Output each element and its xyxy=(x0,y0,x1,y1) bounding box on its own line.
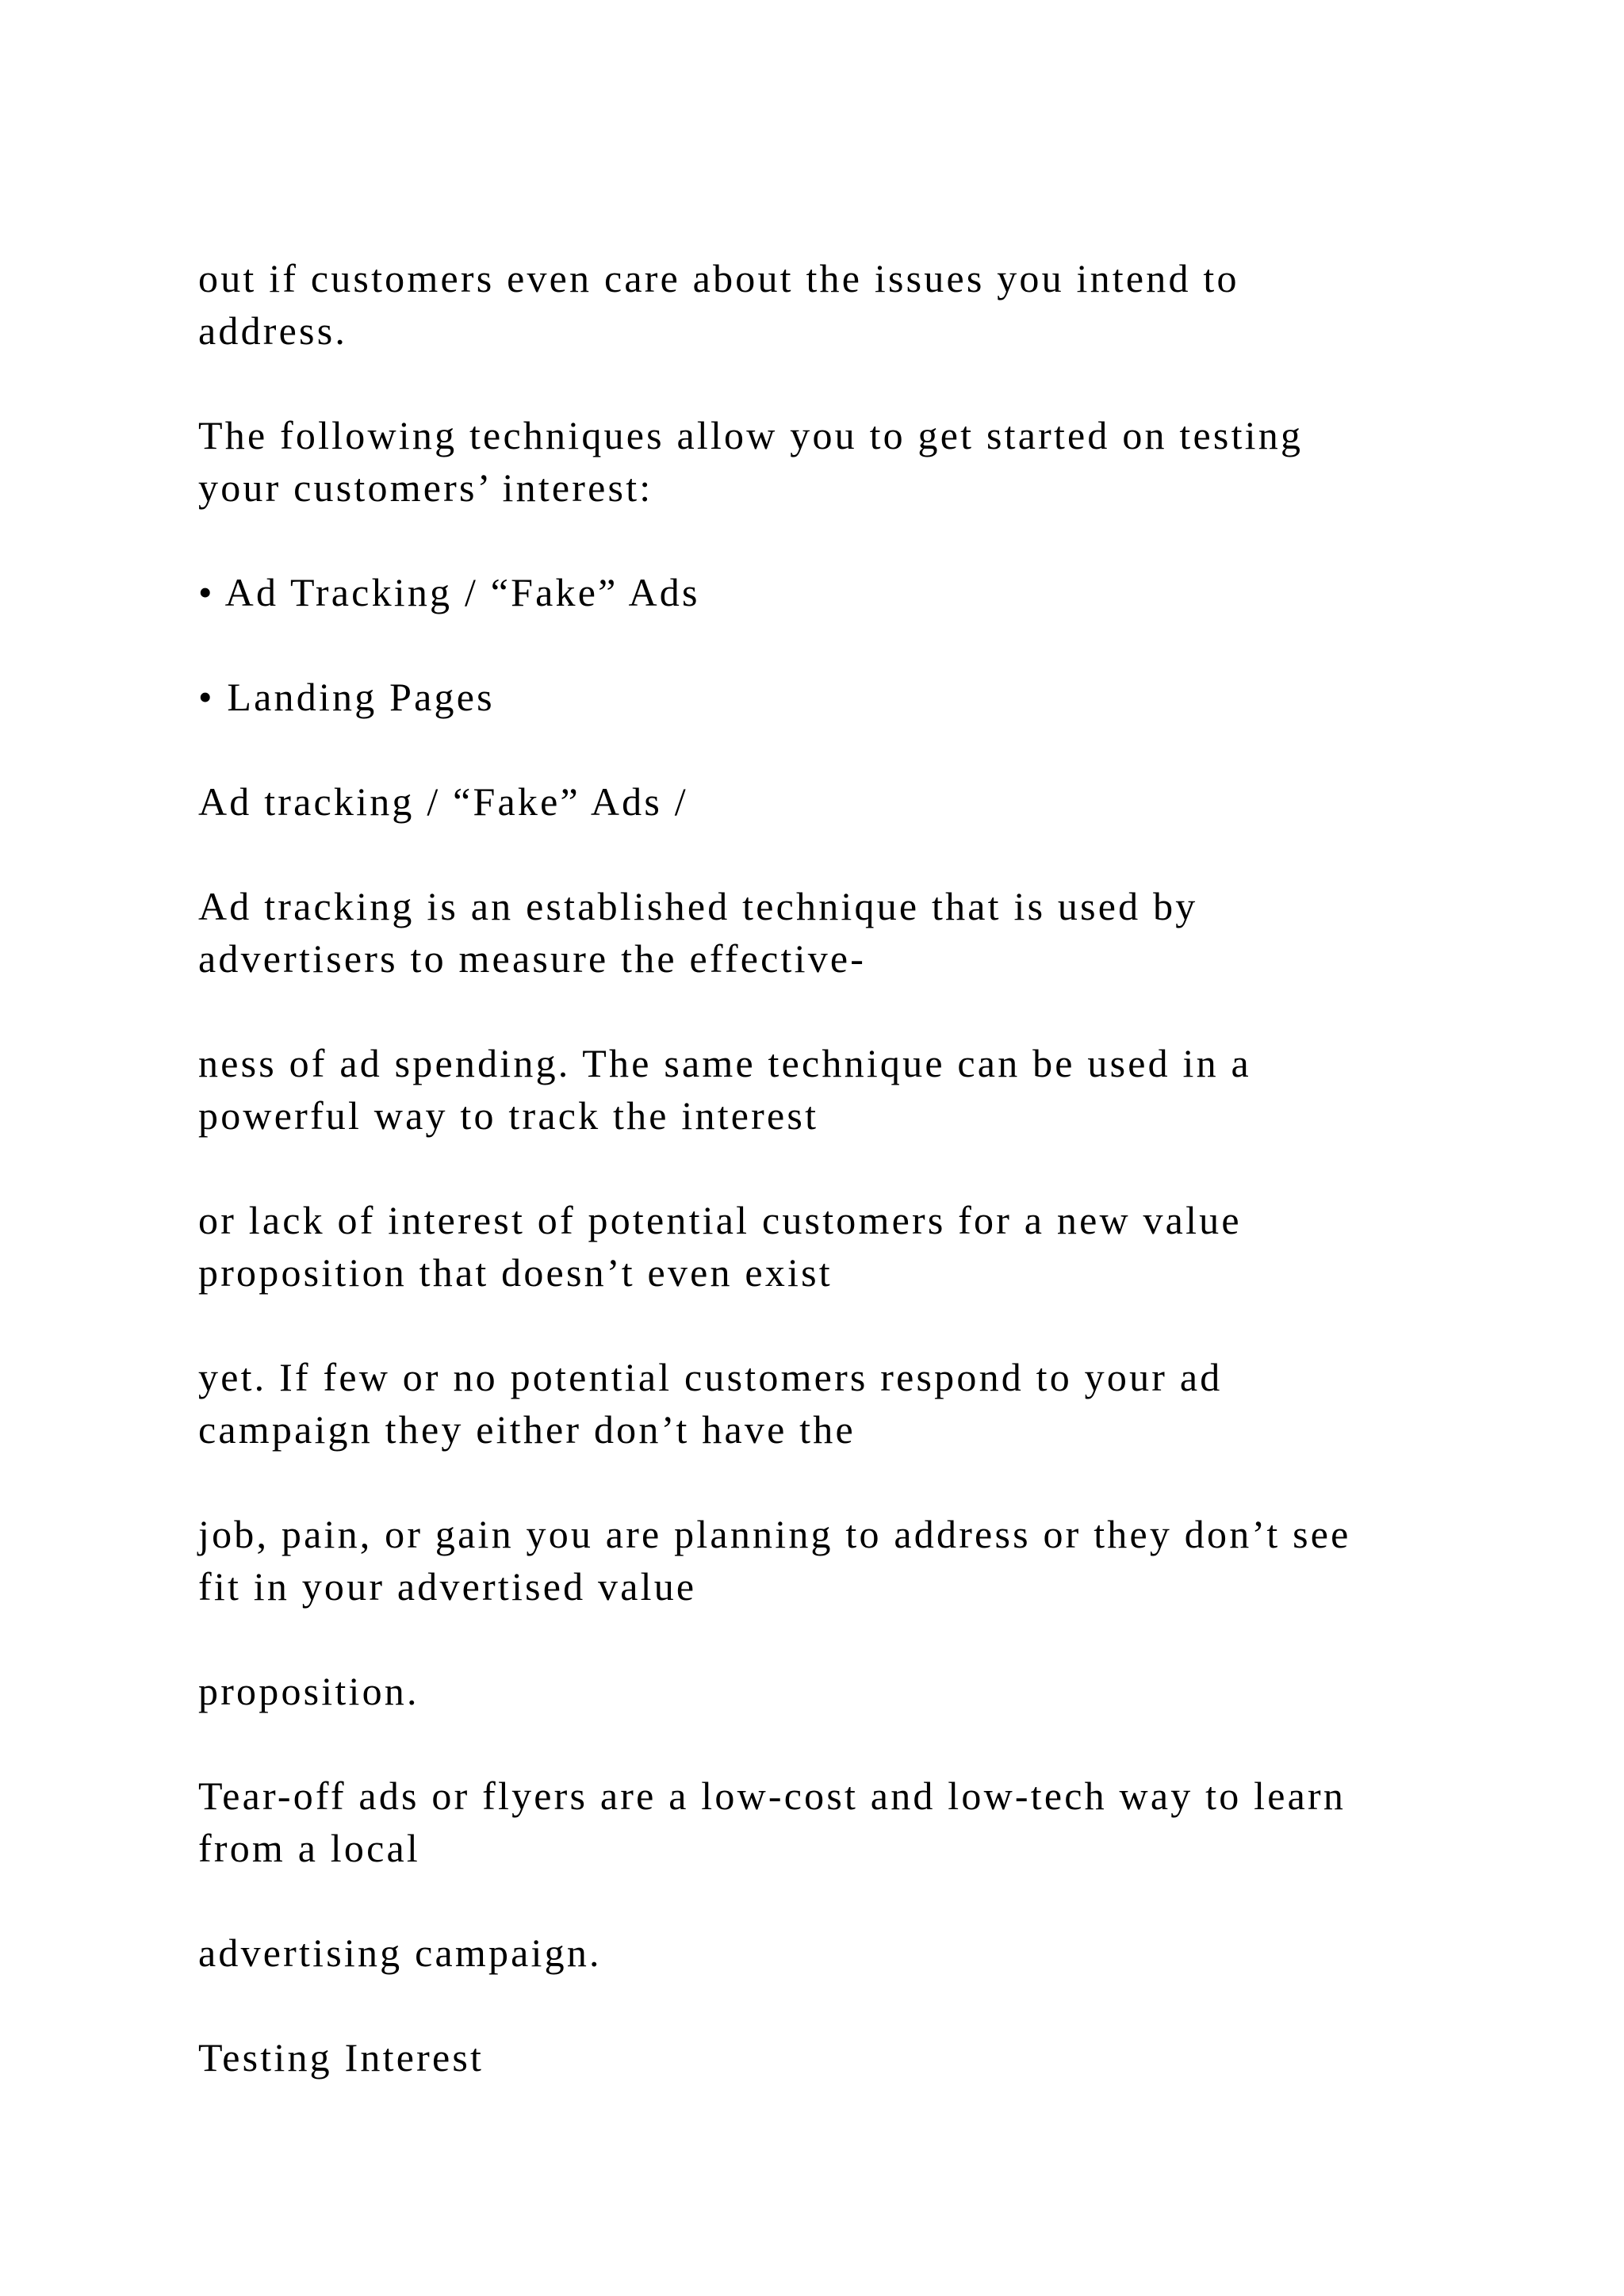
text-line: advertisers to measure the effective- xyxy=(198,936,867,981)
text-line: out if customers even care about the issues you intend to xyxy=(198,256,1239,300)
paragraph-ad-tracking-definition xyxy=(198,880,1197,985)
bullet-item-ad-tracking xyxy=(198,566,700,618)
bullet-item-landing-pages xyxy=(198,671,495,723)
paragraph-tear-off-ads xyxy=(198,1770,1346,1874)
text-line: ness of ad spending. The same technique can be used in a xyxy=(198,1041,1251,1085)
text-line: Tear-off ads or flyers are a low-cost and low-tech way to learn xyxy=(198,1774,1346,1818)
paragraph-ad-spending xyxy=(198,1037,1251,1142)
text-line: Ad tracking is an established technique that is used by xyxy=(198,884,1198,928)
paragraph-few-customers xyxy=(198,1351,1222,1456)
paragraph-intro-continuation xyxy=(198,252,1239,357)
text-line: from a local xyxy=(198,1826,420,1870)
paragraph-lack-of-interest xyxy=(198,1194,1242,1299)
text-line: or lack of interest of potential customers for a new value xyxy=(198,1198,1242,1242)
text-line: yet. If few or no potential customers respond to your ad xyxy=(198,1355,1223,1399)
text-line: proposition. xyxy=(198,1669,419,1713)
text-line: • Ad Tracking / “Fake” Ads xyxy=(198,570,700,614)
text-line: Testing Interest xyxy=(198,2035,485,2080)
text-line: powerful way to track the interest xyxy=(198,1093,819,1138)
paragraph-advertising-campaign xyxy=(198,1927,602,1979)
text-line: your customers’ interest: xyxy=(198,465,653,510)
text-line: campaign they either don’t have the xyxy=(198,1407,856,1452)
text-line: The following techniques allow you to get started on testing xyxy=(198,413,1304,457)
text-line: Ad tracking / “Fake” Ads / xyxy=(198,779,688,824)
text-line: advertising campaign. xyxy=(198,1931,602,1975)
section-heading-testing-interest xyxy=(198,2031,484,2084)
section-heading-ad-tracking xyxy=(198,775,688,828)
paragraph-job-pain-gain xyxy=(198,1508,1351,1613)
text-line: fit in your advertised value xyxy=(198,1564,697,1609)
text-line: proposition that doesn’t even exist xyxy=(198,1250,833,1295)
text-line: job, pain, or gain you are planning to address or they don’t see xyxy=(198,1512,1351,1556)
paragraph-proposition xyxy=(198,1665,419,1717)
text-line: address. xyxy=(198,308,348,353)
text-line: • Landing Pages xyxy=(198,675,495,719)
paragraph-techniques-intro xyxy=(198,409,1303,514)
